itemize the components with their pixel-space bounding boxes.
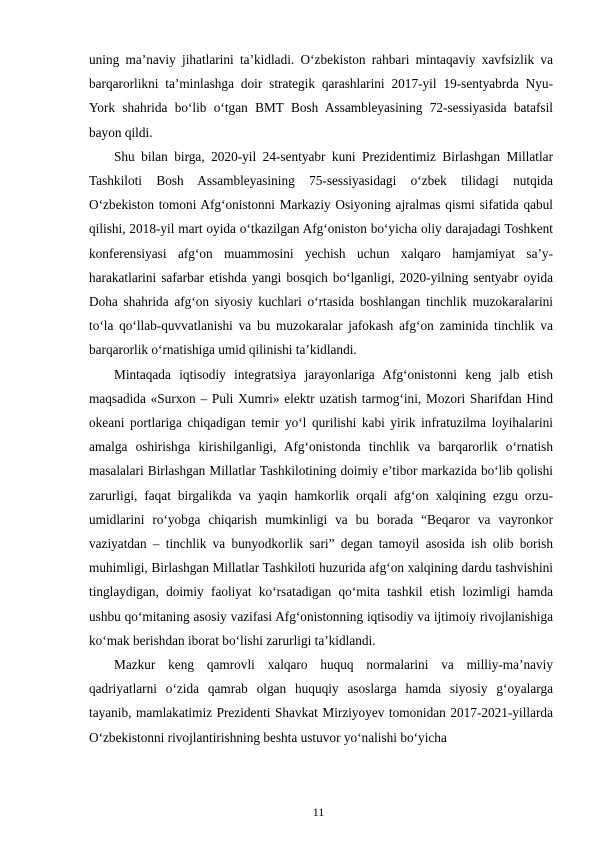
paragraph-2: Shu bilan birga, 2020-yil 24-sentyabr kuni Prezidentimiz Birlashgan Millatlar Tashkiloti Bosh Assambleyasining 75-sessiyasidagi o‘zbek tilidagi nutqida O‘zbekiston tomoni Afg‘onistonni Markaziy Osiyoning ajralmas qismi sifatida qabul qilishi, 2018-yil mart oyida o‘tkazilgan Afg‘oniston bo‘yicha oliy darajadagi Toshkent konferensiyasi afg‘on muammosini yechish uchun xalqaro hamjamiyat sa’y-harakatlarini safarbar etishda yangi bosqich bo‘lganligi, 2020-yilning sentyabr oyida Doha shahrida afg‘on siyosiy kuchlari o‘rtasida boshlangan tinchlik muzokaralarini to‘la qo‘llab-quvvatlanishi va bu muzokaralar jafokash afg‘on zaminida tinchlik va barqarorlik o‘rnatishiga umid qilinishi ta’kidlandi. xyxy=(89,148,553,358)
paragraph-4: Mazkur keng qamrovli xalqaro huquq normalarini va milliy-ma’naviy qadriyatlarni o‘zida qamrab olgan huquqiy asoslarga hamda siyosiy g‘oyalarga tayanib, mamlakatimiz Prezidenti Shavkat Mirziyoyev tomonidan 2017-2021-yillarda O‘zbekistonni rivojlantirishning beshta ustuvor yo‘nalishi bo‘yicha xyxy=(89,657,553,745)
page-body xyxy=(89,48,553,750)
page-number-footer xyxy=(0,805,595,819)
page-number: 11 xyxy=(312,805,325,819)
paragraph-1: uning ma’naviy jihatlarini ta’kidladi. O‘zbekiston rahbari mintaqaviy xavfsizlik va barqarorlikni ta’minlashga doir strategik qarashlarini 2017-yil 19-sentyabrda Nyu-York shahrida bo‘lib o‘tgan BMT Bosh Assambleyasining 72-sessiyasida batafsil bayon qildi. xyxy=(89,52,553,140)
paragraph-3: Mintaqada iqtisodiy integratsiya jarayonlariga Afg‘onistonni keng jalb etish maqsadida «Surxon – Puli Xumri» elektr uzatish tarmog‘ini, Mozori Sharifdan Hind okeani portlariga chiqadigan temir yo‘l qurilishi kabi yirik infratuzilma loyihalarini amalga oshirishga kirishilganligi, Afg‘onistonda tinchlik va barqarorlik o‘rnatish masalalari Birlashgan Millatlar Tashkilotining doimiy e’tibor markazida bo‘lib qolishi zarurligi, faqat birgalikda va yaqin hamkorlik orqali afg‘on xalqining ezgu orzu-umidlarini ro‘yobga chiqarish mumkinligi va bu borada “Beqaror va vayronkor vaziyatdan – tinchlik va bunyodkorlik sari” degan tamoyil asosida ish olib borish muhimligi, Birlashgan Millatlar Tashkiloti huzurida afg‘on xalqining dardu tashvishini tinglaydigan, doimiy faoliyat ko‘rsatadigan qo‘mita tashkil etish lozimligi hamda ushbu qo‘mitaning asosiy vazifasi Afg‘onistonning iqtisodiy va ijtimoiy rivojlanishiga ko‘mak berishdan iborat bo‘lishi zarurligi ta’kidlandi. xyxy=(89,366,553,648)
